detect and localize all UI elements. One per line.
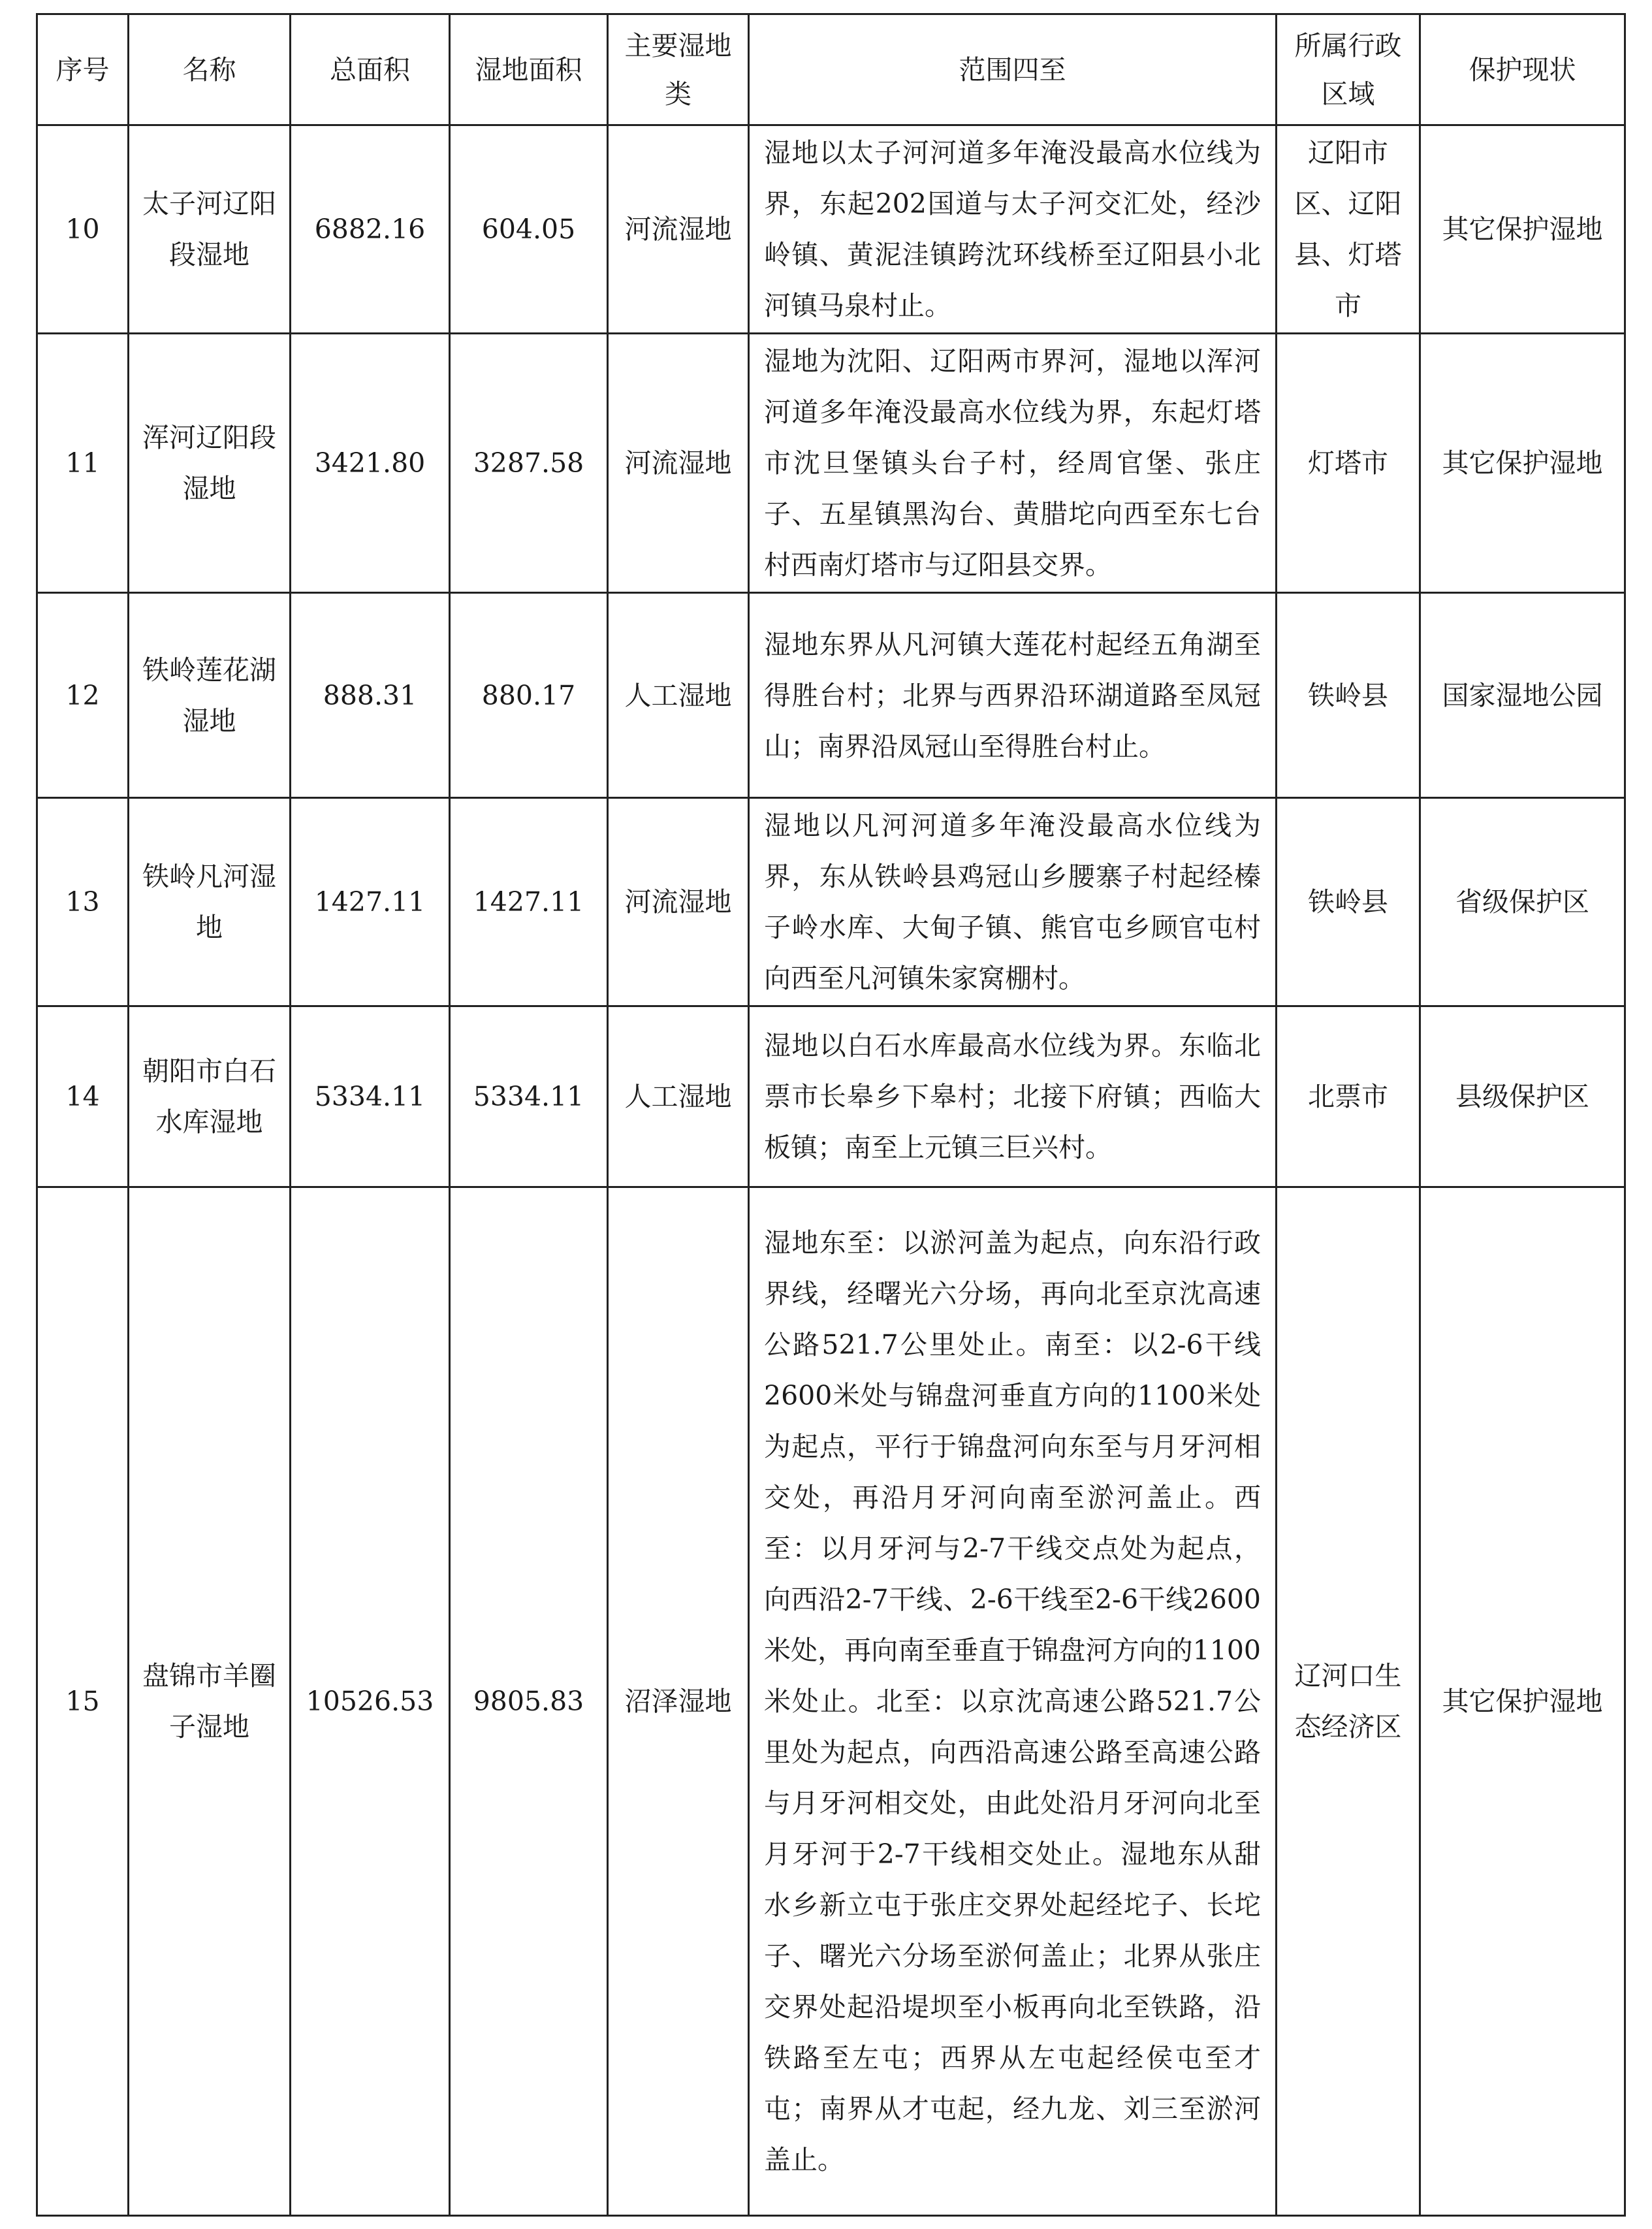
cell-protection-status: 其它保护湿地	[1420, 334, 1625, 593]
table-row	[37, 593, 1625, 798]
table-row	[37, 1006, 1625, 1187]
cell-total-area: 10526.53	[291, 1187, 450, 2216]
cell-seq: 13	[37, 798, 129, 1006]
cell-protection-status: 国家湿地公园	[1420, 593, 1625, 798]
cell-total-area: 888.31	[291, 593, 450, 798]
cell-name: 盘锦市羊圈子湿地	[129, 1187, 291, 2216]
cell-admin-region: 灯塔市	[1277, 334, 1420, 593]
cell-seq: 10	[37, 125, 129, 334]
cell-wetland-type: 人工湿地	[608, 593, 749, 798]
cell-range: 湿地以凡河河道多年淹没最高水位线为界，东从铁岭县鸡冠山乡腰寨子村起经榛子岭水库、大甸子镇、熊官屯乡顾官屯村向西至凡河镇朱家窝棚村。	[749, 798, 1277, 1006]
cell-admin-region: 铁岭县	[1277, 798, 1420, 1006]
cell-wetland-area: 5334.11	[450, 1006, 608, 1187]
header-range: 范围四至	[749, 14, 1277, 125]
header-name: 名称	[129, 14, 291, 125]
cell-wetland-type: 河流湿地	[608, 798, 749, 1006]
cell-total-area: 6882.16	[291, 125, 450, 334]
cell-seq: 11	[37, 334, 129, 593]
header-wetland-area: 湿地面积	[450, 14, 608, 125]
table-row	[37, 1187, 1625, 2216]
cell-range: 湿地东至：以淤河盖为起点，向东沿行政界线，经曙光六分场，再向北至京沈高速公路521.7公里处止。南至：以2-6干线2600米处与锦盘河垂直方向的1100米处为起点，平行于锦盘河向东至与月牙河相交处，再沿月牙河向南至淤河盖止。西至：以月牙河与2-7干线交点处为起点，向西沿2-7干线、2-6干线至2-6干线2600米处，再向南至垂直于锦盘河方向的1100米处止。北至：以京沈高速公路521.7公里处为起点，向西沿高速公路至高速公路与月牙河相交处，由此处沿月牙河向北至月牙河于2-7干线相交处止。湿地东从甜水乡新立屯于张庄交界处起经坨子、长坨子、曙光六分场至淤何盖止；北界从张庄交界处起沿堤坝至小板再向北至铁路，沿铁路至左屯；西界从左屯起经侯屯至才屯；南界从才屯起，经九龙、刘三至淤河盖止。	[749, 1187, 1277, 2216]
cell-wetland-area: 9805.83	[450, 1187, 608, 2216]
cell-wetland-area: 880.17	[450, 593, 608, 798]
cell-seq: 12	[37, 593, 129, 798]
cell-range: 湿地为沈阳、辽阳两市界河，湿地以浑河河道多年淹没最高水位线为界，东起灯塔市沈旦堡镇头台子村，经周官堡、张庄子、五星镇黑沟台、黄腊坨向西至东七台村西南灯塔市与辽阳县交界。	[749, 334, 1277, 593]
cell-wetland-type: 沼泽湿地	[608, 1187, 749, 2216]
cell-wetland-type: 人工湿地	[608, 1006, 749, 1187]
cell-protection-status: 其它保护湿地	[1420, 1187, 1625, 2216]
table-header-row	[37, 14, 1625, 125]
header-wetland-type: 主要湿地类	[608, 14, 749, 125]
table-row	[37, 798, 1625, 1006]
cell-admin-region: 辽阳市区、辽阳县、灯塔市	[1277, 125, 1420, 334]
cell-total-area: 1427.11	[291, 798, 450, 1006]
cell-wetland-area: 604.05	[450, 125, 608, 334]
table-row	[37, 334, 1625, 593]
cell-range: 湿地东界从凡河镇大莲花村起经五角湖至得胜台村；北界与西界沿环湖道路至凤冠山；南界沿凤冠山至得胜台村止。	[749, 593, 1277, 798]
cell-protection-status: 县级保护区	[1420, 1006, 1625, 1187]
wetland-table	[36, 13, 1626, 2217]
cell-wetland-type: 河流湿地	[608, 125, 749, 334]
cell-name: 铁岭莲花湖湿地	[129, 593, 291, 798]
cell-admin-region: 辽河口生态经济区	[1277, 1187, 1420, 2216]
table-row	[37, 125, 1625, 334]
header-total-area: 总面积	[291, 14, 450, 125]
cell-name: 太子河辽阳段湿地	[129, 125, 291, 334]
cell-wetland-type: 河流湿地	[608, 334, 749, 593]
cell-range: 湿地以白石水库最高水位线为界。东临北票市长皋乡下皋村；北接下府镇；西临大板镇；南至上元镇三巨兴村。	[749, 1006, 1277, 1187]
cell-range: 湿地以太子河河道多年淹没最高水位线为界，东起202国道与太子河交汇处，经沙岭镇、黄泥洼镇跨沈环线桥至辽阳县小北河镇马泉村止。	[749, 125, 1277, 334]
cell-admin-region: 铁岭县	[1277, 593, 1420, 798]
cell-wetland-area: 1427.11	[450, 798, 608, 1006]
cell-seq: 14	[37, 1006, 129, 1187]
cell-total-area: 3421.80	[291, 334, 450, 593]
cell-seq: 15	[37, 1187, 129, 2216]
cell-wetland-area: 3287.58	[450, 334, 608, 593]
cell-protection-status: 其它保护湿地	[1420, 125, 1625, 334]
cell-name: 铁岭凡河湿地	[129, 798, 291, 1006]
cell-name: 朝阳市白石水库湿地	[129, 1006, 291, 1187]
header-seq: 序号	[37, 14, 129, 125]
header-admin-region: 所属行政区域	[1277, 14, 1420, 125]
cell-total-area: 5334.11	[291, 1006, 450, 1187]
cell-protection-status: 省级保护区	[1420, 798, 1625, 1006]
cell-admin-region: 北票市	[1277, 1006, 1420, 1187]
cell-name: 浑河辽阳段湿地	[129, 334, 291, 593]
header-protection-status: 保护现状	[1420, 14, 1625, 125]
